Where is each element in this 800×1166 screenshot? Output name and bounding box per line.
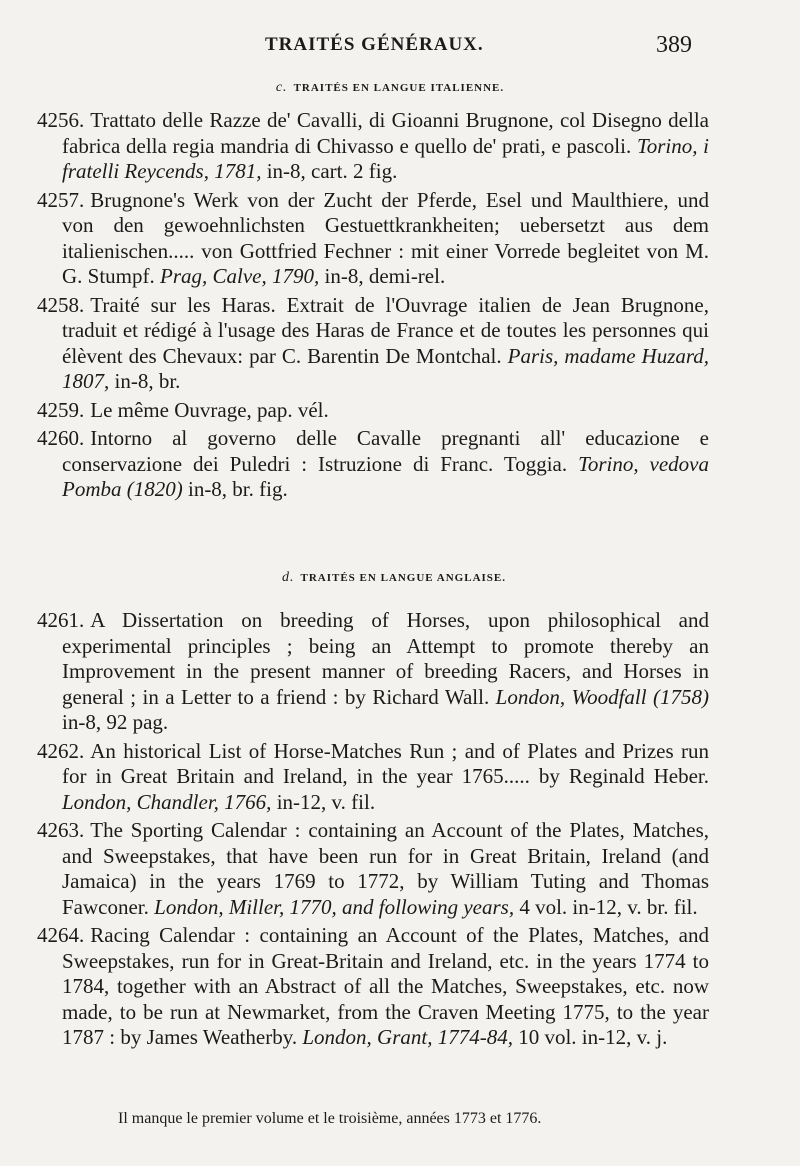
footnote: Il manque le premier volume et le troisième, années 1773 et 1776. (118, 1110, 542, 1127)
entry-format: in-8, 92 pag. (62, 710, 169, 734)
entry-imprint: Torino, vedova Pomba (1820) (62, 451, 709, 501)
entry-format: in-8, cart. 2 fig. (266, 159, 398, 183)
entry-number: 4258. (37, 292, 85, 317)
entry-format: in-8, demi-rel. (324, 264, 446, 288)
section-letter: c. (275, 80, 288, 95)
entry-text: Racing Calendar : containing an Account of the Plates, Matches, and Sweepstakes, run for in Great-Britain and Ireland, etc. in the years 1774 to 1784, together with an Abstract of all the Matches, Sweepstakes, etc. now made, to be run at Newmarket, from the Craven Meeting 1775, to the year 1787 : by James Weatherby. (62, 923, 709, 1049)
catalog-entry (37, 818, 709, 920)
entry-imprint: London, Chandler, 1766, (62, 789, 272, 814)
catalog-entry (37, 608, 709, 736)
entry-text: Le même Ouvrage, pap. vél. (90, 397, 329, 422)
catalog-entry (37, 108, 709, 185)
section-letter: d. (282, 570, 295, 585)
entry-imprint: Paris, madame Huzard, 1807, (62, 343, 710, 393)
entry-text: Traité sur les Haras. Extrait de l'Ouvrage italien de Jean Brugnone, traduit et rédigé à l'usage des Haras de France et de toutes les personnes qui élèvent des Chevaux: par C. Barentin De Montchal. (62, 292, 709, 368)
entry-number: 4259. (37, 397, 85, 422)
entry-format: 10 vol. in-12, v. j. (518, 1025, 668, 1049)
catalog-entry (37, 293, 709, 395)
entry-text: Brugnone's Werk von der Zucht der Pferde, Esel und Maulthiere, und von den gewoehnlichsten Gestuettkrankheiten; uebersetzt aus dem italienischen..... von Gottfried Fechner : mit einer Vorrede begleitet von M. G. Stumpf. (62, 187, 709, 288)
catalog-entry (37, 398, 709, 424)
catalog-entry (37, 188, 709, 290)
section-title: TRAITÉS EN LANGUE ANGLAISE. (300, 572, 506, 584)
section-heading-italian (0, 80, 790, 96)
entry-format: 4 vol. in-12, v. br. fil. (519, 894, 698, 919)
entry-number: 4264. (37, 923, 85, 947)
section-heading-english (0, 570, 794, 586)
entry-text: Trattato delle Razze de' Cavalli, di Gioanni Brugnone, col Disegno della fabrica della regia mandria di Chivasso e quello de' prati, e pascoli. (62, 108, 709, 158)
entry-number: 4260. (37, 426, 85, 450)
entry-number: 4257. (37, 187, 85, 212)
entry-number: 4262. (37, 738, 85, 763)
entry-text: An historical List of Horse-Matches Run ; and of Plates and Prizes run for in Great Britain and Ireland, in the year 1765..... by Reginald Heber. (62, 738, 709, 788)
running-title: TRAITÉS GÉNÉRAUX. (265, 34, 484, 55)
page-number: 389 (656, 32, 692, 58)
catalog-entry (37, 923, 709, 1051)
entry-text: A Dissertation on breeding of Horses, upon philosophical and experimental principles ; being an Attempt to promote thereby an Improvement in the present manner of breeding Racers, and Horses in general ; in a Letter to a friend : by Richard Wall. (62, 608, 709, 709)
entry-imprint: London, Miller, 1770, and following years, (154, 894, 515, 919)
italian-entries (37, 108, 709, 506)
entry-number: 4261. (37, 608, 85, 632)
entry-text: The Sporting Calendar : containing an Account of the Plates, Matches, and Sweepstakes, that have been run for in Great Britain, Ireland (and Jamaica) in the years 1769 to 1772, by William Tuting and Thomas Fawconer. (62, 818, 709, 919)
running-head (0, 34, 800, 64)
entry-imprint: Prag, Calve, 1790, (160, 264, 320, 288)
entry-format: in-8, br. fig. (187, 477, 288, 501)
entry-imprint: London, Grant, 1774-84, (302, 1025, 513, 1049)
catalog-entry (37, 739, 709, 816)
entry-text: Intorno al governo delle Cavalle pregnanti all' educazione e conservazione dei Puledri : Istruzione di Franc. Toggia. (62, 426, 709, 476)
catalog-entry (37, 426, 709, 503)
entry-format: in-12, v. fil. (276, 789, 376, 814)
entry-format: in-8, br. (114, 369, 181, 393)
entry-imprint: London, Woodfall (1758) (495, 684, 710, 709)
entry-number: 4256. (37, 108, 85, 132)
entry-imprint: Torino, i fratelli Reycends, 1781, (62, 133, 710, 183)
entry-number: 4263. (37, 818, 85, 842)
section-title: TRAITÉS EN LANGUE ITALIENNE. (293, 82, 505, 94)
english-entries (37, 608, 709, 1054)
